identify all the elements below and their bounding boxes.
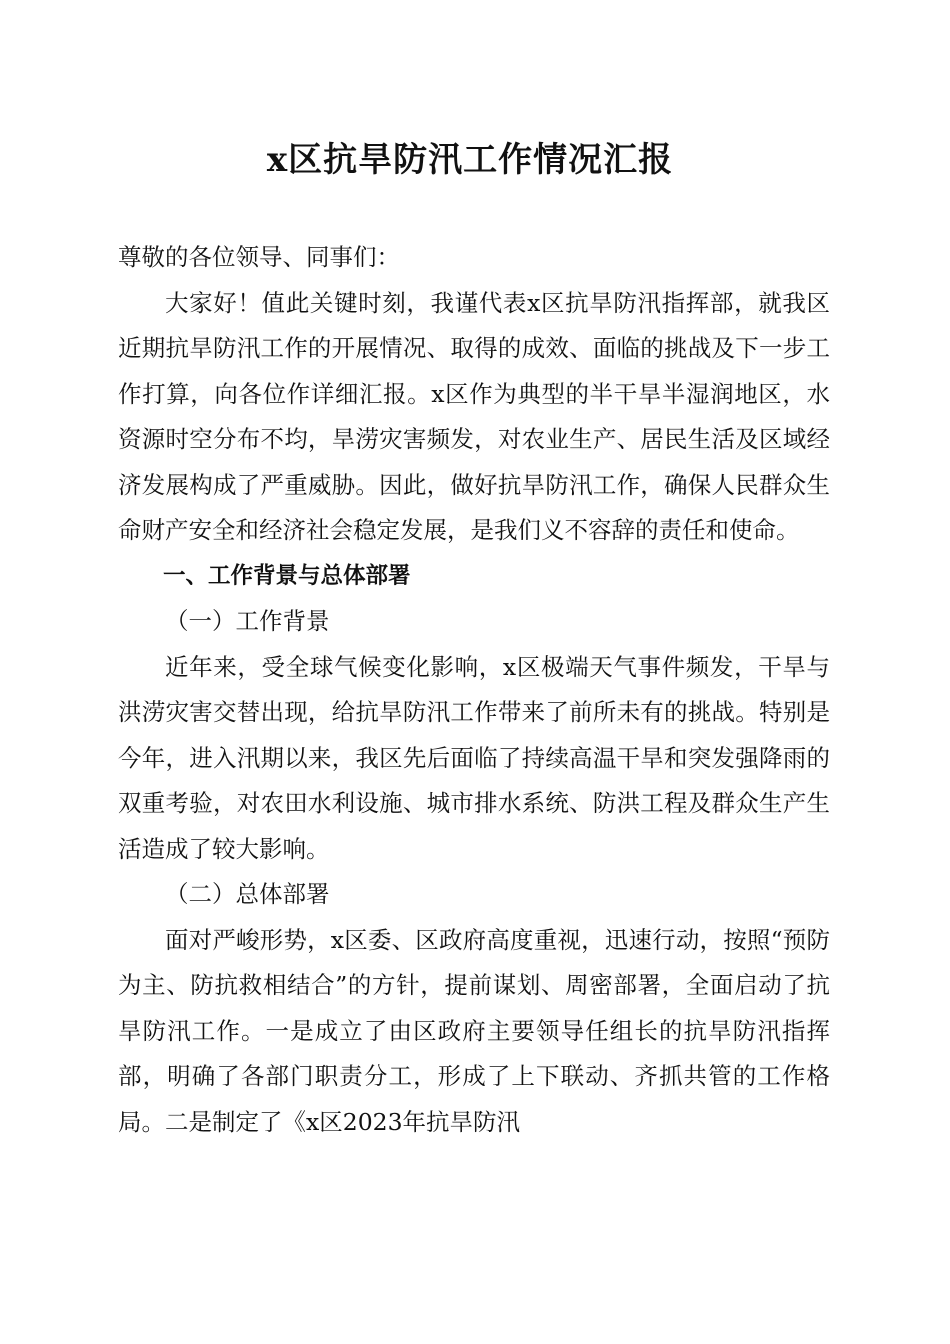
salutation: 尊敬的各位领导、同事们： <box>118 243 400 271</box>
document-title: x区抗旱防汛工作情况汇报 <box>266 140 674 180</box>
intro-paragraph: 大家好！值此关键时刻，我谨代表x区抗旱防汛指挥部，就我区近期抗旱防汛工作的开展情况、取得的成效、面临的挑战及下一步工作打算，向各位作详细汇报。x区作为典型的半干旱半湿润地区，水资源时空分布不均，旱涝灾害频发，对农业生产、居民生活及区域经济发展构成了严重威胁。因此，做好抗旱防汛工作，确保人民群众生命财产安全和经济社会稳定发展，是我们义不容辞的责任和使命。 <box>118 288 830 544</box>
subsection-heading-deployment: （二）总体部署 <box>165 880 330 908</box>
section-heading-background-and-deployment: 一、工作背景与总体部署 <box>163 562 411 589</box>
document-body <box>118 235 830 1145</box>
subsection-heading-background: （一）工作背景 <box>165 607 330 635</box>
deployment-paragraph: 面对严峻形势，x区委、区政府高度重视，迅速行动，按照“预防为主、防抗救相结合”的方针，提前谋划、周密部署，全面启动了抗旱防汛工作。一是成立了由区政府主要领导任组长的抗旱防汛指挥部，明确了各部门职责分工，形成了上下联动、齐抓共管的工作格局。二是制定了《x区2023年抗旱防汛 <box>118 925 830 1136</box>
background-paragraph: 近年来，受全球气候变化影响，x区极端天气事件频发，干旱与洪涝灾害交替出现，给抗旱防汛工作带来了前所未有的挑战。特别是今年，进入汛期以来，我区先后面临了持续高温干旱和突发强降雨的双重考验，对农田水利设施、城市排水系统、防洪工程及群众生产生活造成了较大影响。 <box>118 652 830 863</box>
